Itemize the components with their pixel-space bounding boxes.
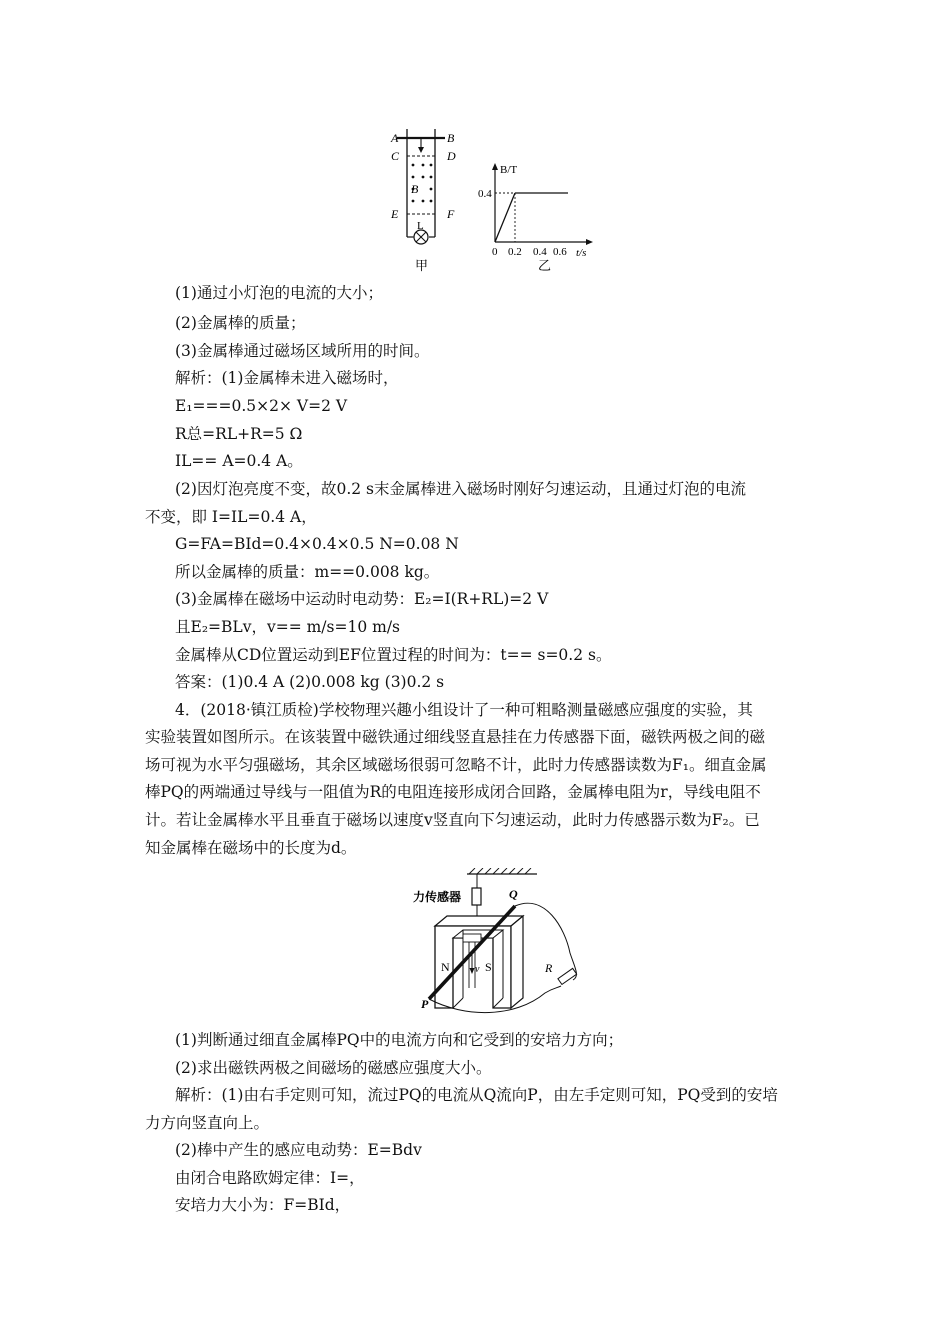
q4-line-5: 计。若让金属棒水平且垂直于磁场以速度v竖直向下匀速运动，此时力传感器示数为F₂。已 (145, 811, 760, 829)
figure-yi-graph (478, 160, 608, 272)
y-tick-label: 0.4 (478, 188, 492, 200)
pole-s: S (485, 960, 492, 974)
label-lamp: L (417, 220, 424, 232)
q4-question-2: (2)求出磁铁两极之间磁场的磁感应强度大小。 (175, 1059, 492, 1077)
solution-part-3: (3)金属棒在磁场中运动时电动势：E₂=I(R+RL)=2 V (175, 590, 549, 608)
caption-yi: 乙 (538, 258, 552, 272)
label-c: C (391, 149, 400, 163)
q4-question-1: (1)判断通过细直金属棒PQ中的电流方向和它受到的安培力方向； (175, 1031, 624, 1049)
q4-solution-line-2: 力方向竖直向上。 (145, 1114, 270, 1132)
label-b: B (447, 131, 455, 145)
equation-il: IL== A=0.4 A。 (175, 452, 303, 470)
label-a: A (391, 131, 399, 145)
equation-time: 金属棒从CD位置运动到EF位置过程的时间为：t== s=0.2 s。 (175, 646, 612, 664)
solution-heading: 解析：(1)金属棒未进入磁场时， (175, 369, 399, 387)
q4-line-1: 4．(2018·镇江质检)学校物理兴趣小组设计了一种可粗略测量磁感应强度的实验，其 (175, 701, 753, 719)
label-d: D (447, 149, 456, 163)
solution-part-2-cont: 不变，即 I=IL=0.4 A， (145, 508, 317, 526)
question-part-1: (1)通过小灯泡的电流的大小； (175, 284, 383, 302)
label-r: R (545, 961, 553, 975)
sensor-label: 力传感器 (413, 890, 462, 904)
q4-emf: (2)棒中产生的感应电动势：E=Bdv (175, 1141, 422, 1159)
equation-r-total: R总=RL+R=5 Ω (175, 425, 303, 443)
velocity-label: v (475, 964, 480, 975)
label-f: F (447, 207, 455, 221)
q4-ampere-force: 安培力大小为：F=BId， (175, 1196, 351, 1214)
q4-solution-line-1: 解析：(1)由右手定则可知，流过PQ的电流从Q流向P，由左手定则可知，PQ受到的安培 (175, 1086, 778, 1104)
label-e: E (391, 207, 399, 221)
equation-e1: E₁===0.5×2× V=2 V (175, 397, 348, 415)
x-tick-0: 0 (492, 246, 498, 258)
q4-line-6: 知金属棒在磁场中的长度为d。 (145, 839, 357, 857)
answer-line: 答案：(1)0.4 A (2)0.008 kg (3)0.2 s (175, 673, 445, 691)
equation-force: G=FA=BId=0.4×0.4×0.5 N=0.08 N (175, 535, 459, 553)
x-axis-label: t/s (576, 247, 587, 259)
question-part-2: (2)金属棒的质量； (175, 314, 306, 332)
q4-line-3: 场可视为水平匀强磁场，其余区域磁场很弱可忽略不计，此时力传感器读数为F₁。细直金属 (145, 756, 767, 774)
figure-jia (385, 125, 465, 275)
equation-mass: 所以金属棒的质量：m==0.008 kg。 (175, 563, 440, 581)
caption-jia: 甲 (415, 258, 429, 273)
x-tick-2: 0.4 (533, 246, 547, 258)
pole-n: N (441, 960, 450, 974)
q4-line-2: 实验装置如图所示。在该装置中磁铁通过细线竖直悬挂在力传感器下面，磁铁两极之间的磁 (145, 728, 766, 746)
label-p: P (421, 997, 429, 1011)
x-tick-3: 0.6 (553, 246, 567, 258)
label-field-b: B (411, 182, 419, 196)
figure-magnet-apparatus (405, 868, 600, 1028)
y-axis-label: B/T (500, 164, 518, 176)
label-q: Q (509, 887, 518, 901)
q4-line-4: 棒PQ的两端通过导线与一阻值为R的电阻连接形成闭合回路，金属棒电阻为r，导线电阻不 (145, 783, 761, 801)
q4-ohm-law: 由闭合电路欧姆定律：I=， (175, 1169, 365, 1187)
question-part-3: (3)金属棒通过磁场区域所用的时间。 (175, 342, 430, 360)
solution-part-2: (2)因灯泡亮度不变，故0.2 s末金属棒进入磁场时刚好匀速运动，且通过灯泡的电流 (175, 480, 746, 498)
x-tick-1: 0.2 (508, 246, 522, 258)
equation-velocity: 且E₂=BLv，v== m/s=10 m/s (175, 618, 400, 636)
